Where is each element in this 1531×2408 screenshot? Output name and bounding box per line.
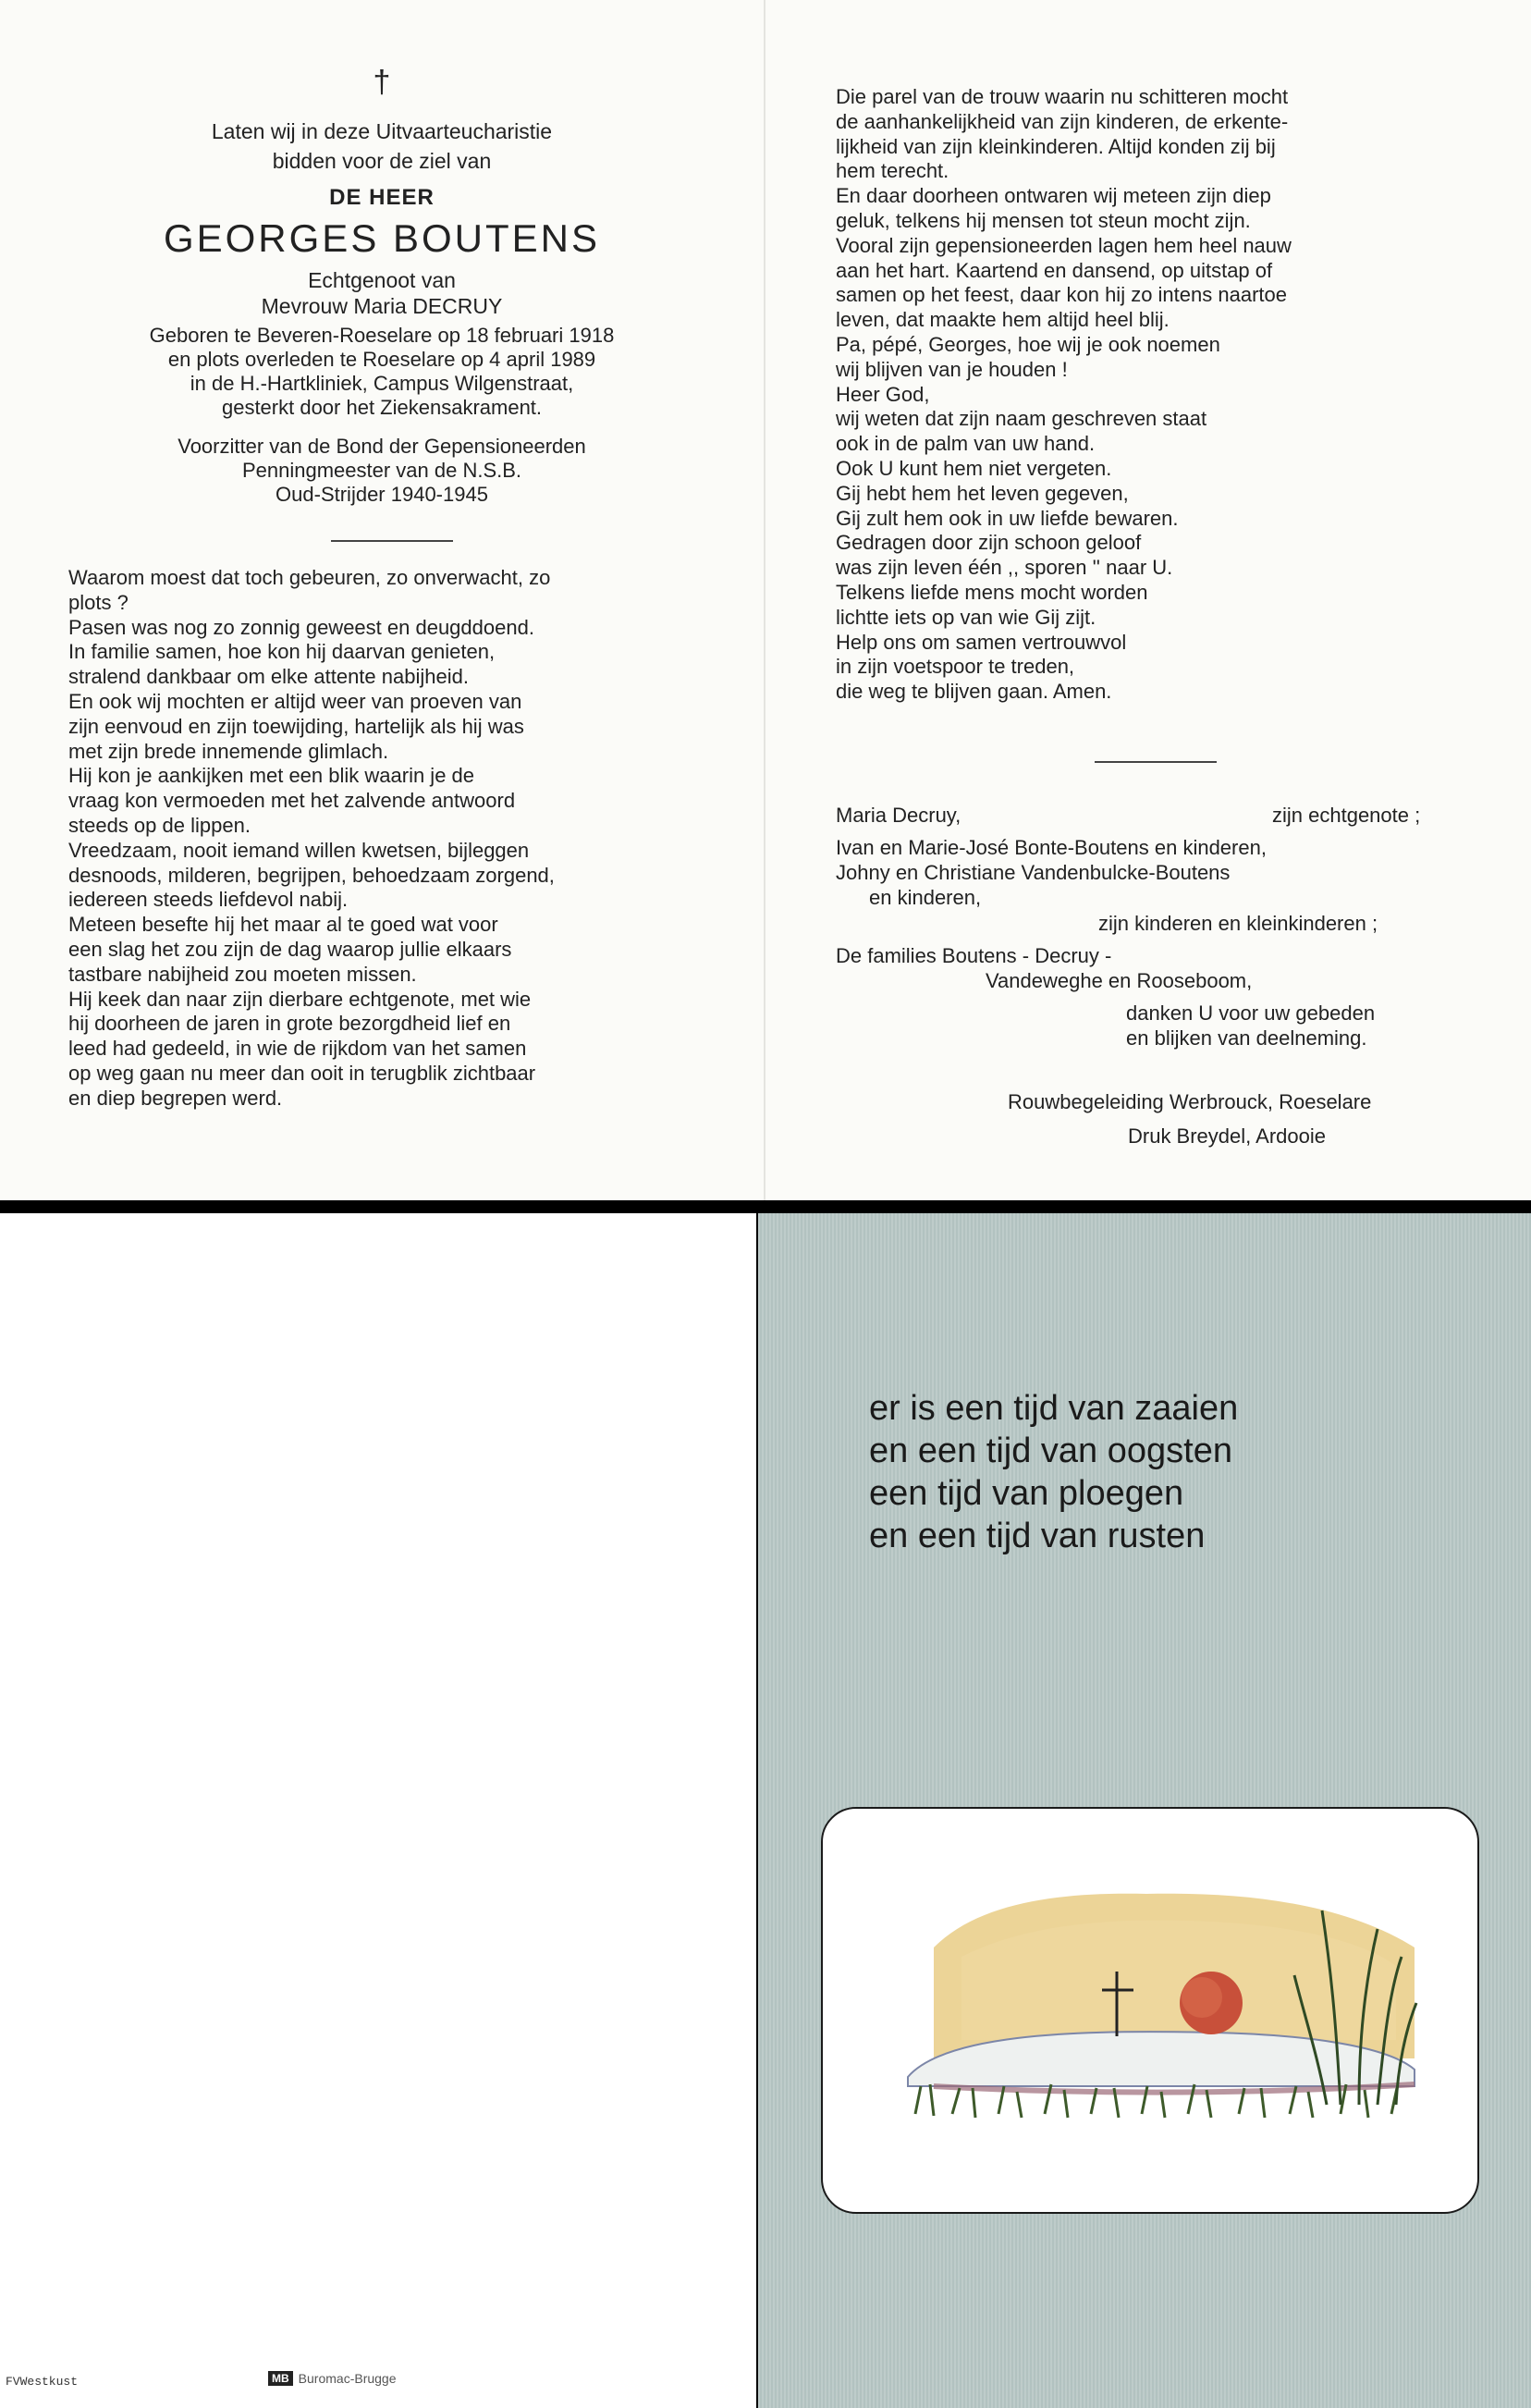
bio-line: gesterkt door het Ziekensakrament. (221, 396, 543, 419)
publisher-logo: MB (268, 2371, 293, 2386)
prose-line: Pa, pépé, Georges, hoe wij je ook noemen (836, 332, 1220, 356)
bio-line: in de H.-Hartkliniek, Campus Wilgenstraat, (190, 372, 574, 395)
prose-line: een slag het zou zijn de dag waarop jullie elkaars (68, 937, 512, 961)
prose-line: Gij zult hem ook in uw liefde bewaren. (836, 506, 1179, 530)
prose-line: hij doorheen de jaren in grote bezorgdheid lief en (68, 1012, 511, 1036)
cover-illustration-frame (821, 1807, 1479, 2214)
prose-line: stralend dankbaar om elke attente nabijheid. (68, 665, 469, 689)
right-prose (836, 85, 1483, 705)
prose-line: lijkheid van zijn kleinkinderen. Altijd konden zij bij (836, 134, 1276, 158)
prose-line: plots ? (68, 590, 129, 614)
family-line: en kinderen, (869, 886, 982, 909)
biography (0, 324, 764, 420)
prose-line: Ook U kunt hem niet vergeten. (836, 456, 1112, 480)
printer-credit: Druk Breydel, Ardooie (1128, 1124, 1326, 1148)
prose-line: Gedragen door zijn schoon geloof (836, 531, 1142, 555)
back-panel (0, 1213, 756, 2408)
family-line: Vandeweghe en Rooseboom, (986, 969, 1253, 992)
prose-line: zijn eenvoud en zijn toewijding, hartelijk als hij was (68, 714, 524, 738)
prose-line: En ook wij mochten er altijd weer van proeven van (68, 689, 522, 713)
function-line: Penningmeester van de N.S.B. (241, 459, 522, 482)
prose-line: wij blijven van je houden ! (836, 357, 1068, 381)
prose-line: was zijn leven één ,, sporen '' naar U. (836, 556, 1173, 580)
left-prose (68, 566, 716, 1112)
prose-line: wij weten dat zijn naam geschreven staat (836, 407, 1207, 431)
poem-line: en een tijd van oogsten (869, 1431, 1232, 1470)
poem-line: er is een tijd van zaaien (869, 1389, 1239, 1428)
functions (0, 435, 764, 507)
prose-line: die weg te blijven gaan. Amen. (836, 680, 1112, 704)
prose-line: lichtte iets op van wie Gij zijt. (836, 605, 1096, 629)
prose-line: Vreedzaam, nooit iemand willen kwetsen, bijleggen (68, 838, 530, 862)
family-children-role: zijn kinderen en kleinkinderen ; (1098, 912, 1378, 935)
prose-line: samen op het feest, daar kon hij zo intens naartoe (836, 283, 1287, 307)
prose-line: Waarom moest dat toch gebeuren, zo onverwacht, zo (68, 566, 551, 589)
prose-line: in zijn voetspoor te treden, (836, 655, 1075, 679)
prose-line: Hij keek dan naar zijn dierbare echtgenote, met wie (68, 987, 532, 1011)
prose-line: op weg gaan nu meer dan ooit in terugblik zichtbaar (68, 1061, 536, 1085)
invite-line-1: Laten wij in deze Uitvaarteucharistie (211, 119, 553, 143)
thanks-line: danken U voor uw gebeden (1126, 1001, 1376, 1025)
cover-poem (869, 1387, 1238, 1557)
function-line: Oud-Strijder 1940-1945 (276, 483, 488, 506)
inner-spread (0, 0, 1531, 1200)
prose-line: de aanhankelijkheid van zijn kinderen, de erkente- (836, 109, 1289, 133)
family-line: Ivan en Marie-José Bonte-Boutens en kinderen, (836, 836, 1267, 859)
thanks-line: en blijken van deelneming. (1126, 1026, 1367, 1050)
prose-line: iedereen steeds liefdevol nabij. (68, 888, 349, 912)
spouse-label: Echtgenoot van (308, 268, 456, 292)
prose-line: steeds op de lippen. (68, 813, 251, 837)
publisher-name: Buromac-Brugge (298, 2371, 397, 2386)
prose-line: Help ons om samen vertrouwvol (836, 630, 1127, 654)
invite-line-2: bidden voor de ziel van (272, 149, 492, 173)
prose-line: en diep begrepen werd. (68, 1086, 283, 1110)
prose-line: met zijn brede innemende glimlach. (68, 739, 389, 763)
poem-line: een tijd van ploegen (869, 1474, 1184, 1513)
prose-line: Gij hebt hem het leven gegeven, (836, 481, 1129, 505)
spouse-name: Mevrouw Maria DECRUY (261, 294, 503, 318)
prose-line: hem terecht. (836, 159, 949, 183)
publisher-mark (268, 2371, 397, 2386)
poem-line: en een tijd van rusten (869, 1517, 1206, 1555)
prose-line: geluk, telkens hij mensen tot steun mocht zijn. (836, 208, 1251, 232)
prose-line: Heer God, (836, 382, 930, 406)
prose-line: leven, dat maakte hem altijd heel blij. (836, 308, 1170, 332)
prose-line: Die parel van de trouw waarin nu schitteren mocht (836, 85, 1289, 108)
prose-line: vraag kon vermoeden met het zalvende antwoord (68, 789, 516, 813)
watermark-text: FVWestkust (6, 2375, 79, 2389)
divider-left (331, 540, 453, 542)
bio-line: Geboren te Beveren-Roeselare op 18 februari 1918 (149, 324, 615, 347)
prose-line: En daar doorheen ontwaren wij meteen zijn diep (836, 184, 1271, 208)
bio-line: en plots overleden te Roeselare op 4 april 1989 (167, 348, 596, 371)
prose-line: In familie samen, hoe kon hij daarvan genieten, (68, 640, 496, 664)
prose-line: tastbare nabijheid zou moeten missen. (68, 962, 417, 986)
prose-line: Pasen was nog zo zonnig geweest en deugddoend. (68, 615, 534, 639)
family-spouse: Maria Decruy, (836, 804, 961, 827)
prose-line: Meteen besefte hij het maar al te goed wat voor (68, 913, 498, 937)
prose-line: Hij kon je aankijken met een blik waarin je de (68, 764, 475, 788)
title-de-heer: DE HEER (329, 185, 435, 210)
prose-line: ook in de palm van uw hand. (836, 432, 1096, 456)
divider-right (1095, 761, 1217, 763)
family-line: De families Boutens - Decruy - (836, 944, 1112, 967)
cross-symbol: † (373, 65, 391, 100)
grave-illustration (823, 1809, 1477, 2212)
function-line: Voorzitter van de Bond der Gepensioneerden (178, 435, 586, 458)
prose-line: Vooral zijn gepensioneerden lagen hem heel nauw (836, 233, 1292, 257)
prose-line: Telkens liefde mens mocht worden (836, 580, 1148, 604)
family-spouse-role: zijn echtgenote ; (1272, 804, 1421, 827)
family-line: Johny en Christiane Vandenbulcke-Boutens (836, 861, 1231, 884)
funeral-director: Rouwbegeleiding Werbrouck, Roeselare (1008, 1090, 1372, 1113)
prose-line: desnoods, milderen, begrijpen, behoedzaam zorgend, (68, 863, 555, 887)
deceased-name: GEORGES BOUTENS (163, 216, 601, 260)
prose-line: aan het hart. Kaartend en dansend, op uitstap of (836, 258, 1273, 282)
prose-line: leed had gedeeld, in wie de rijkdom van het samen (68, 1037, 527, 1061)
fold-line (764, 0, 766, 1200)
